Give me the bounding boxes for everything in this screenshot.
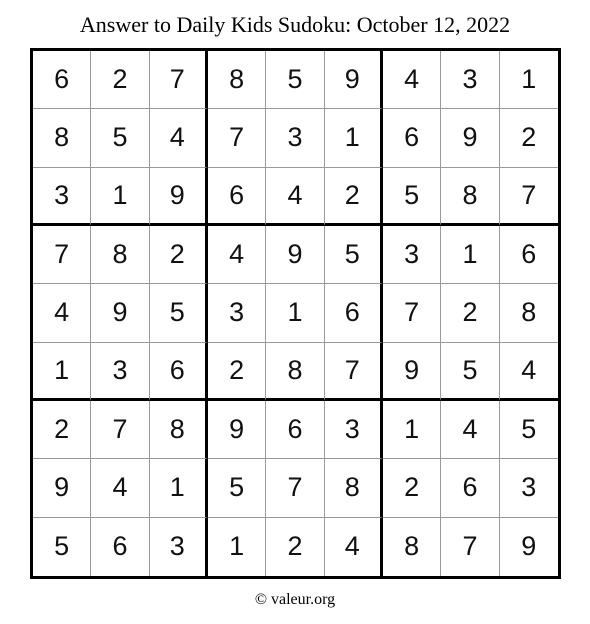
sudoku-cell: 7 [33, 226, 91, 284]
sudoku-cell: 8 [500, 284, 558, 342]
sudoku-cell: 6 [325, 284, 383, 342]
sudoku-cell: 2 [91, 51, 149, 109]
sudoku-cell: 3 [208, 284, 266, 342]
sudoku-cell: 3 [325, 401, 383, 459]
sudoku-cell: 8 [325, 459, 383, 517]
sudoku-cell: 5 [266, 51, 324, 109]
sudoku-cell: 4 [500, 343, 558, 401]
sudoku-cell: 2 [441, 284, 499, 342]
sudoku-cell: 8 [266, 343, 324, 401]
sudoku-cell: 8 [91, 226, 149, 284]
sudoku-board [30, 48, 561, 579]
sudoku-cell: 9 [208, 401, 266, 459]
sudoku-cell: 6 [33, 51, 91, 109]
sudoku-cell: 1 [150, 459, 208, 517]
sudoku-cell: 6 [266, 401, 324, 459]
sudoku-cell: 4 [325, 518, 383, 576]
sudoku-cell: 1 [500, 51, 558, 109]
copyright-footer: © valeur.org [254, 591, 336, 608]
sudoku-cell: 6 [441, 459, 499, 517]
sudoku-cell: 8 [150, 401, 208, 459]
sudoku-cell: 8 [33, 109, 91, 167]
sudoku-cell: 7 [266, 459, 324, 517]
sudoku-cell: 4 [208, 226, 266, 284]
sudoku-cell: 5 [325, 226, 383, 284]
page-title: Answer to Daily Kids Sudoku: October 12, 2022 [79, 12, 511, 37]
sudoku-cell: 3 [91, 343, 149, 401]
sudoku-cell: 5 [383, 168, 441, 226]
sudoku-cell: 5 [150, 284, 208, 342]
sudoku-cell: 2 [208, 343, 266, 401]
sudoku-cell: 2 [33, 401, 91, 459]
sudoku-cell: 6 [500, 226, 558, 284]
sudoku-cell: 9 [441, 109, 499, 167]
sudoku-cell: 7 [208, 109, 266, 167]
sudoku-cell: 4 [91, 459, 149, 517]
sudoku-cell: 9 [266, 226, 324, 284]
sudoku-cell: 9 [91, 284, 149, 342]
sudoku-cell: 1 [441, 226, 499, 284]
sudoku-cell: 2 [325, 168, 383, 226]
sudoku-cell: 3 [441, 51, 499, 109]
sudoku-cell: 9 [383, 343, 441, 401]
sudoku-cell: 6 [208, 168, 266, 226]
sudoku-cell: 7 [150, 51, 208, 109]
sudoku-cell: 4 [33, 284, 91, 342]
sudoku-cell: 4 [383, 51, 441, 109]
sudoku-cell: 4 [150, 109, 208, 167]
sudoku-cell: 7 [91, 401, 149, 459]
sudoku-cell: 3 [383, 226, 441, 284]
sudoku-cell: 8 [441, 168, 499, 226]
sudoku-cell: 9 [150, 168, 208, 226]
sudoku-cell: 3 [266, 109, 324, 167]
sudoku-cell: 7 [383, 284, 441, 342]
sudoku-cell: 6 [383, 109, 441, 167]
sudoku-cell: 3 [33, 168, 91, 226]
sudoku-cell: 1 [266, 284, 324, 342]
sudoku-cell: 5 [33, 518, 91, 576]
sudoku-cell: 1 [33, 343, 91, 401]
sudoku-cell: 3 [500, 459, 558, 517]
sudoku-cell: 1 [91, 168, 149, 226]
sudoku-cell: 1 [383, 401, 441, 459]
sudoku-cell: 4 [266, 168, 324, 226]
sudoku-cell: 2 [500, 109, 558, 167]
sudoku-cell: 7 [441, 518, 499, 576]
sudoku-cell: 9 [521, 531, 537, 562]
sudoku-cell: 3 [150, 518, 208, 576]
sudoku-cell: 5 [91, 109, 149, 167]
sudoku-cell: 6 [150, 343, 208, 401]
sudoku-cell: 2 [150, 226, 208, 284]
sudoku-cell: 2 [383, 459, 441, 517]
sudoku-cell: 1 [325, 109, 383, 167]
sudoku-cell: 8 [208, 51, 266, 109]
sudoku-cell: 7 [325, 343, 383, 401]
sudoku-cell: 9 [33, 459, 91, 517]
sudoku-cell: 2 [266, 518, 324, 576]
sudoku-cell: 5 [208, 459, 266, 517]
sudoku-cell: 1 [208, 518, 266, 576]
sudoku-cell: 7 [500, 168, 558, 226]
sudoku-cell: 6 [91, 518, 149, 576]
sudoku-cell: 9 [325, 51, 383, 109]
sudoku-cell: 4 [441, 401, 499, 459]
sudoku-cell: 8 [383, 518, 441, 576]
sudoku-cell: 5 [441, 343, 499, 401]
sudoku-cell: 5 [500, 401, 558, 459]
